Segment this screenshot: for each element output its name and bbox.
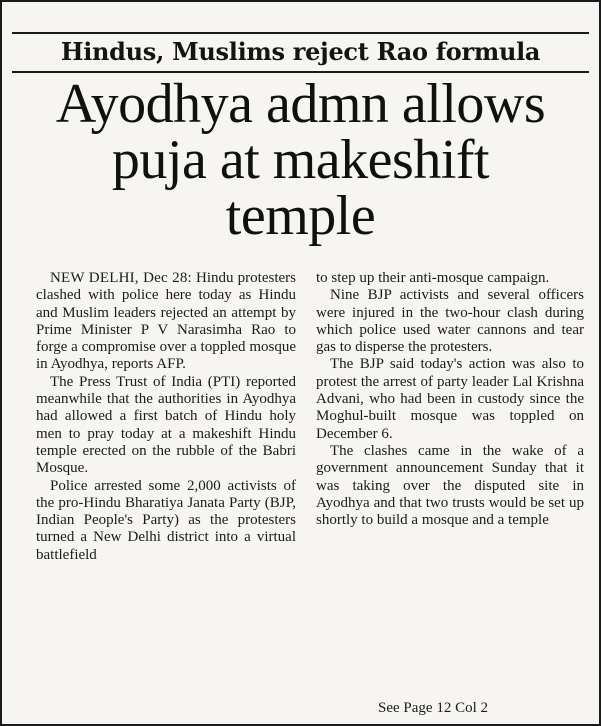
continued-on-page-note: See Page 12 Col 2 <box>378 700 488 716</box>
headline-line-1: Ayodhya admn allows <box>55 73 546 135</box>
kicker-headline: Hindus, Muslims reject Rao formula <box>60 37 541 66</box>
article-paragraph-1 <box>36 270 296 374</box>
article-column-left <box>36 270 296 564</box>
article-paragraph-4: Nine BJP activists and several officers were injured in the two-hour clash during which police used water cannons and tear gas to disperse the protesters. <box>316 287 584 356</box>
main-headline <box>10 73 591 247</box>
article-paragraph-2: The Press Trust of India (PTI) reported meanwhile that the authorities in Ayodhya had allowed a first batch of Hindu holy men to pray today at a makeshift Hindu temple erected on the rubble of the Babri Mosque. <box>36 373 296 477</box>
paragraph-1-text: Hindu protesters clashed with police here today as Hindu and Muslim leaders rejected an attempt by Prime Minister P V Narasimha Rao to forge a compromise over a toppled mosque in Ayodhya, reports AFP. <box>36 270 296 373</box>
kicker-top-rule <box>12 32 589 34</box>
dateline: NEW DELHI, Dec 28: <box>50 270 192 286</box>
article-column-right <box>316 270 584 529</box>
article-paragraph-3-continued: to step up their anti-mosque campaign. <box>316 270 550 286</box>
article-paragraph-5: The BJP said today's action was also to protest the arrest of party leader Lal Krishna Advani, who had been in custody since the Moghul-built mosque was toppled on December 6. <box>316 356 584 442</box>
headline-line-3: temple <box>225 185 376 247</box>
article-paragraph-3: Police arrested some 2,000 activists of the pro-Hindu Bharatiya Janata Party (BJP, Indian People's Party) as the protesters turned a New Delhi district into a virtual battlefield <box>36 477 296 563</box>
article-paragraph-6: The clashes came in the wake of a government announcement Sunday that it was taking over the disputed site in Ayodhya and that two trusts would be set up shortly to build a mosque and a temple <box>316 442 584 529</box>
headline-line-2: puja at makeshift <box>111 129 490 191</box>
